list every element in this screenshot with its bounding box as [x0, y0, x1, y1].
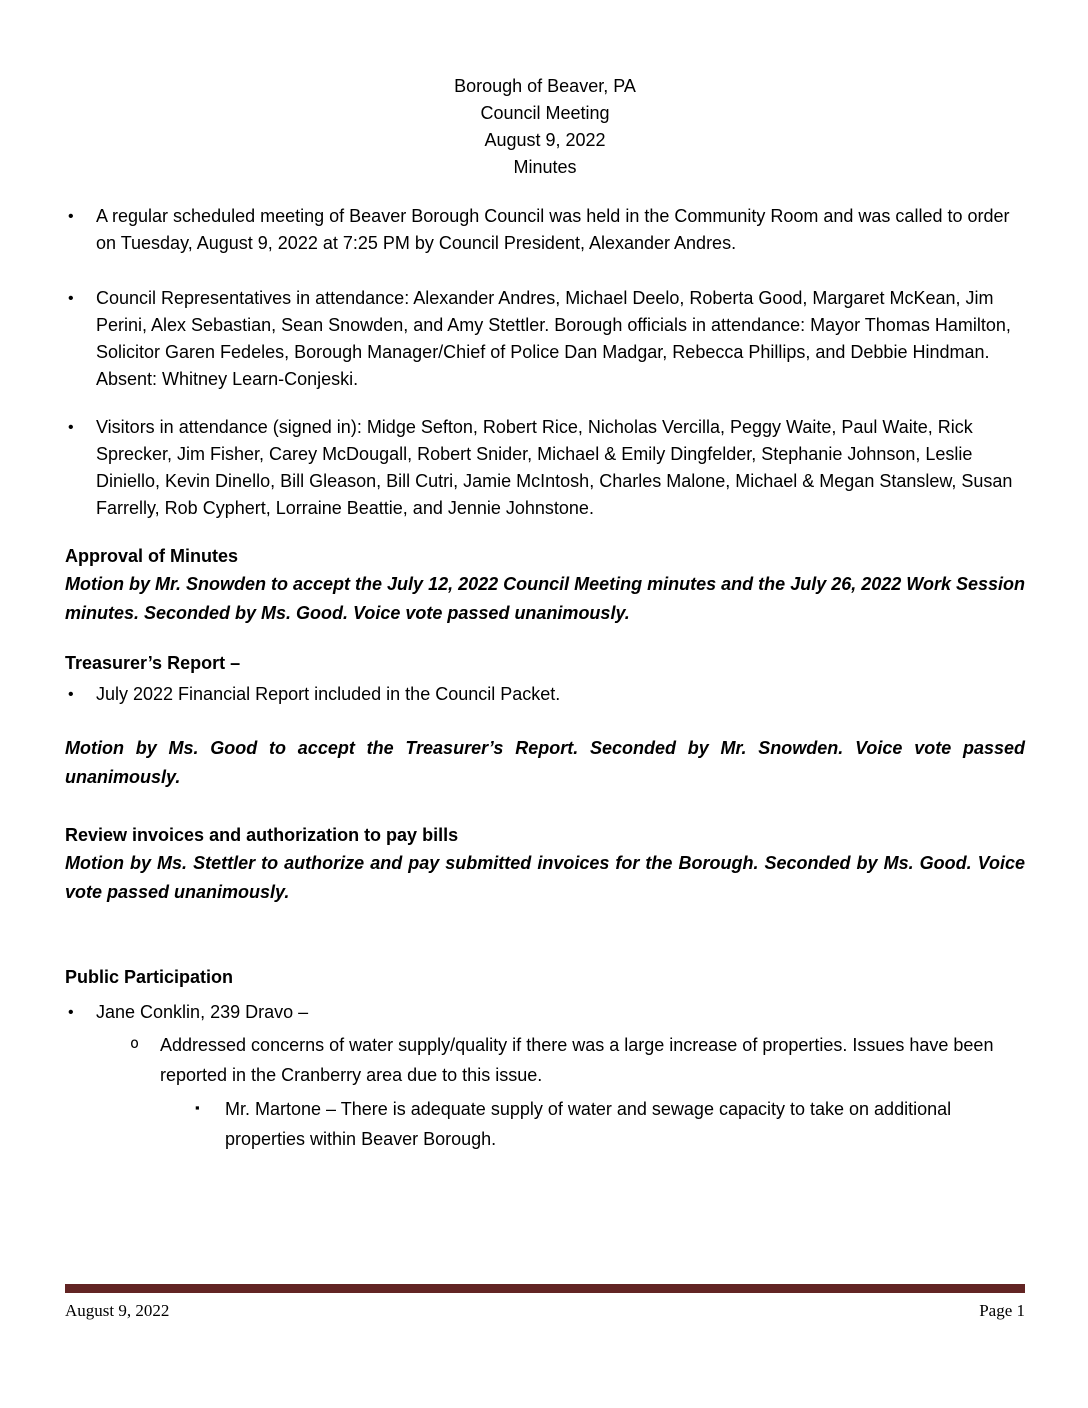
footer-page-number: Page 1	[979, 1301, 1025, 1320]
section-treasurers-report	[65, 650, 1025, 791]
document-body	[65, 73, 1025, 1154]
treasurer-motion-text: Motion by Ms. Good to accept the Treasurer’s Report. Seconded by Mr. Snowden. Voice vote passed unanimously.	[65, 738, 1025, 787]
page-footer	[65, 1284, 1025, 1322]
invoices-heading: Review invoices and authorization to pay bills	[65, 825, 459, 845]
footer-date: August 9, 2022	[65, 1301, 170, 1320]
footer-text-row	[65, 1300, 1025, 1322]
list-item-visitors	[65, 414, 1025, 522]
list-item-representatives	[65, 285, 1025, 393]
bullet-square-icon: ▪	[195, 1100, 200, 1115]
financial-report-text: July 2022 Financial Report included in the Council Packet.	[96, 684, 561, 704]
bullet-dot-icon: •	[68, 686, 74, 703]
invoices-motion-text: Motion by Ms. Stettler to authorize and pay submitted invoices for the Borough. Seconded by Ms. Good. Voice vote passed unanimously.	[65, 853, 1025, 902]
response-text: Mr. Martone – There is adequate supply of water and sewage capacity to take on additional properties within Beaver Borough.	[225, 1099, 952, 1149]
title-doc-kind: Minutes	[513, 157, 577, 177]
treasurer-heading: Treasurer’s Report –	[65, 653, 241, 673]
title-meeting-type: Council Meeting	[480, 103, 610, 123]
public-participation-heading: Public Participation	[65, 967, 234, 987]
visitors-text: Visitors in attendance (signed in): Midge Sefton, Robert Rice, Nicholas Vercilla, Peggy Waite, Paul Waite, Rick Sprecker, Jim Fisher, Carey McDougall, Robert Snider, Michael & Emily Dingfelder, Stephanie Johnson, Leslie Diniello, Kevin Dinello, Bill Gleason, Bill Cutri, Jamie McIntosh, Charles Malone, Michael & Megan Stanslew, Susan Farrelly, Rob Cyphert, Lorraine Beattie, and Jennie Johnstone.	[96, 417, 1013, 518]
bullet-dot-icon: •	[68, 208, 74, 225]
bullet-dot-icon: •	[68, 290, 74, 307]
representatives-text: Council Representatives in attendance: Alexander Andres, Michael Deelo, Roberta Good, Margaret McKean, Jim Perini, Alex Sebastian, Sean Snowden, and Amy Stettler. Borough officials in attendance: Mayor Thomas Hamilton, Solicitor Garen Fedeles, Borough Manager/Chief of Police Dan Madgar, Rebecca Phillips, and Debbie Hindman. Absent: Whitney Learn-Conjeski.	[96, 288, 1011, 389]
footer-bar	[65, 1284, 1025, 1293]
title-organization: Borough of Beaver, PA	[454, 76, 636, 96]
approval-heading: Approval of Minutes	[65, 546, 239, 566]
section-approval-of-minutes	[65, 543, 1025, 627]
bullet-dot-icon: •	[68, 419, 74, 436]
title-date: August 9, 2022	[484, 130, 606, 150]
bullet-circle-icon: o	[130, 1034, 140, 1052]
list-item-call-to-order	[65, 203, 1025, 257]
speaker-text: Jane Conklin, 239 Dravo –	[96, 1002, 309, 1022]
document-title-block	[65, 73, 1025, 181]
section-review-invoices	[65, 822, 1025, 906]
list-item-response	[65, 1094, 1025, 1154]
section-public-participation	[65, 964, 1025, 1154]
list-item-financial-report	[65, 681, 1025, 708]
concern-text: Addressed concerns of water supply/quality if there was a large increase of properties. Issues have been reported in the Cranberry area due to this issue.	[160, 1035, 994, 1085]
list-item-concern	[65, 1030, 1025, 1090]
call-to-order-text: A regular scheduled meeting of Beaver Borough Council was held in the Community Room and was called to order on Tuesday, August 9, 2022 at 7:25 PM by Council President, Alexander Andres.	[96, 206, 1010, 253]
bullet-dot-icon: •	[68, 1004, 74, 1021]
list-item-speaker	[65, 999, 1025, 1026]
approval-motion-text: Motion by Mr. Snowden to accept the July 12, 2022 Council Meeting minutes and the July 26, 2022 Work Session minutes. Seconded by Ms. Good. Voice vote passed unanimously.	[65, 574, 1025, 623]
